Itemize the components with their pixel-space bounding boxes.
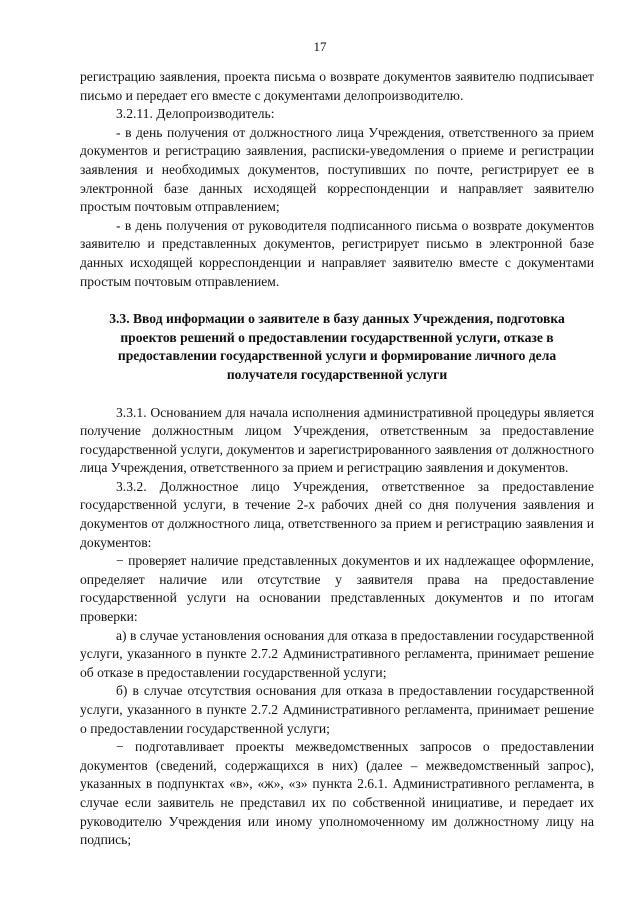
page-number: 17 xyxy=(313,39,327,54)
paragraph-subitem-b: б) в случае отсутствия основания для отказа в предоставлении государственной услуги, указанного в пункте 2.7.2 Административного регламента, принимает решение о предоставлении государственной услуги; xyxy=(80,683,594,736)
paragraph-subitem-a: а) в случае установления основания для отказа в предоставлении государственной услуги, указанного в пункте 2.7.2 Административного регламента, принимает решение об отказе в предоставлении государственной услуги; xyxy=(80,627,594,680)
paragraph-registry-item-2: - в день получения от руководителя подписанного письма о возврате документов заявителю и представленных документов, регистрирует письмо в электронной базе данных исходящей корреспонденции и направляет заявителю вместе с документами простым почтовым отправлением. xyxy=(80,217,594,289)
paragraph-continuation: регистрацию заявления, проекта письма о возврате документов заявителю подписывает письмо и передает его вместе с документами делопроизводителю. xyxy=(80,69,594,103)
section-heading-3-3: 3.3. Ввод информации о заявителе в базу данных Учреждения, подготовка проектов решений о предоставлении государственной услуги, отказе в предоставлении государственной услуги и формирование личного дела получателя государственной услуги xyxy=(109,311,565,382)
paragraph-interagency-requests: − подготавливает проекты межведомственных запросов о предоставлении документов (сведений, содержащихся в них) (далее – межведомственный запрос), указанных в подпунктах «в», «ж», «з» пункта 2.6.1. Административного регламента, в случае если заявитель не представил их по собственной инициативе, и передает их руководителю Учреждения или иному уполномоченному им должностному лицу на подпись; xyxy=(80,739,594,848)
paragraph-clause-3-2-11: 3.2.11. Делопроизводитель: xyxy=(116,106,275,122)
paragraph-registry-item-1: - в день получения от должностного лица Учреждения, ответственного за прием документов и регистрацию заявления, расписки-уведомления о приеме и регистрации заявления и необходимых документов, поступивших по почте, регистрирует ее в электронной базе данных исходящей корреспонденции и направляет заявителю простым почтовым отправлением; xyxy=(80,124,594,215)
paragraph-clause-3-3-2: 3.3.2. Должностное лицо Учреждения, ответственное за предоставление государственной услуги, в течение 2-х рабочих дней со дня получения заявления и документов от должностного лица, ответственного за прием и регистрацию заявления и документов: xyxy=(80,478,594,550)
page-body xyxy=(80,68,594,850)
paragraph-clause-3-3-1: 3.3.1. Основанием для начала исполнения административной процедуры является получение должностным лицом Учреждения, ответственным за предоставление государственной услуги, документов и зарегистрированного заявления от должностного лица Учреждения, ответственного за прием и регистрацию заявления и документов. xyxy=(80,404,594,476)
paragraph-check-documents: − проверяет наличие представленных документов и их надлежащее оформление, определяет наличие или отсутствие у заявителя права на предоставление государственной услуги на основании представленных документов и по итогам проверки: xyxy=(80,553,594,625)
